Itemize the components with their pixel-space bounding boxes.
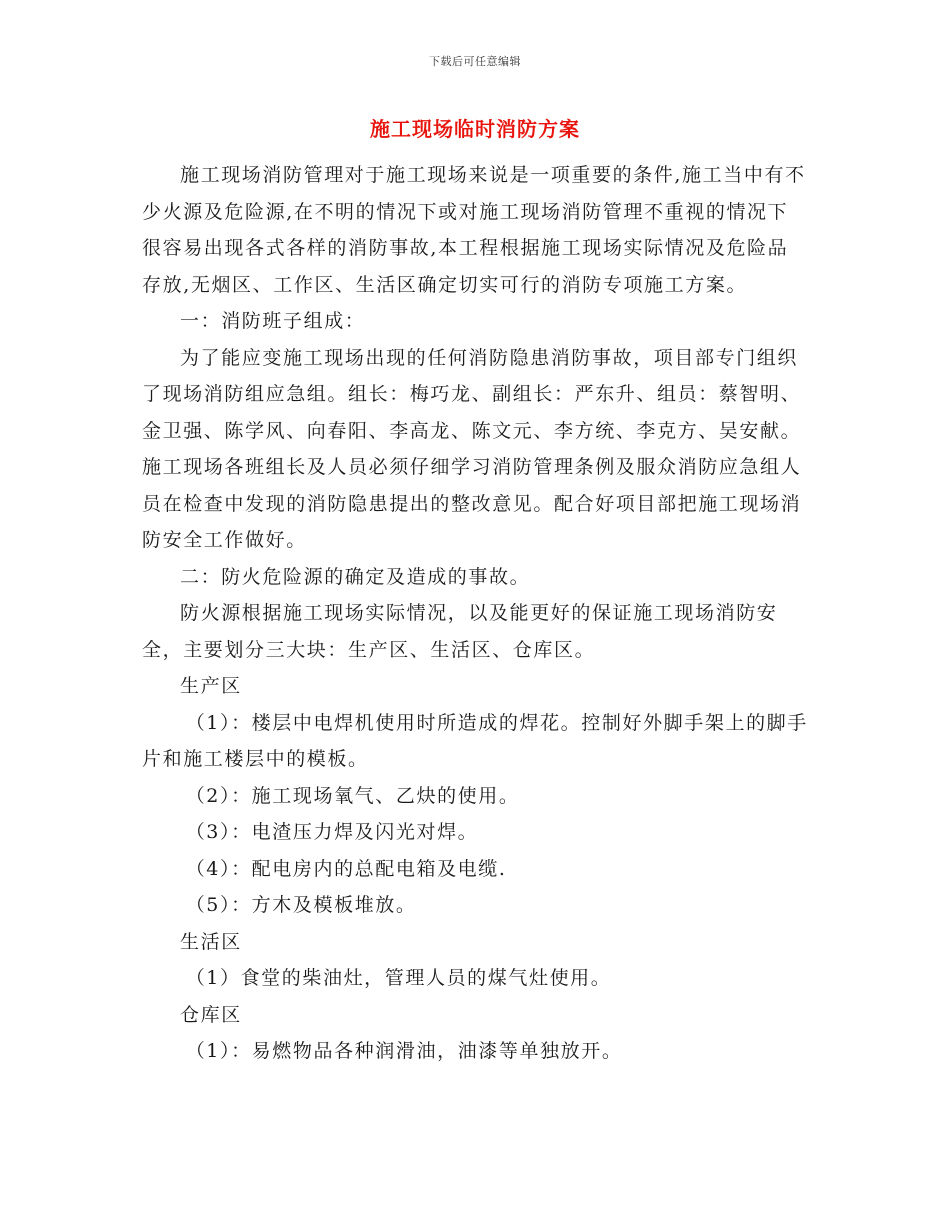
subheading-production-area: 生产区 [180,675,242,697]
warehouse-item-1: （1）：易燃物品各种润滑油，油漆等单独放开。 [185,1040,623,1062]
section-heading-2: 二：防火危险源的确定及造成的事故。 [180,565,531,588]
intro-paragraph: 施工现场消防管理对于施工现场来说是一项重要的条件,施工当中有不少火源及危险源,在不明的情况下或对施工现场消防管理不重视的情况下很容易出现各式各样的消防事故,本工程根据施工现场实际情况及危险品存放,无烟区、工作区、生活区确定切实可行的消防专项施工方案。 [142,164,806,296]
header-note: 下载后可任意编辑 [429,55,521,68]
production-item-5: （5）：方木及模板堆放。 [185,894,417,916]
team-paragraph: 为了能应变施工现场出现的任何消防隐患消防事故，项目部专门组织了现场消防组应急组。组长：梅巧龙、副组长：严东升、组员：蔡智明、金卫强、陈学风、向春阳、李高龙、陈文元、李方统、李克方、吴安献。施工现场各班组长及人员必须仔细学习消防管理条例及服众消防应急组人员在检查中发现的消防隐患提出的整改意见。配合好项目部把施工现场消防安全工作做好。 [142,346,802,551]
production-item-1: （1）：楼层中电焊机使用时所造成的焊花。控制好外脚手架上的脚手片和施工楼层中的模板。 [142,711,808,770]
production-item-2: （2）：施工现场氧气、乙炔的使用。 [185,784,520,807]
living-item-1: （1）食堂的柴油灶，管理人员的煤气灶使用。 [185,967,612,989]
production-item-3: （3）：电渣压力焊及闪光对焊。 [185,821,479,843]
document-title: 施工现场临时消防方案 [370,117,580,141]
section-heading-1: 一：消防班子组成： [180,310,366,332]
hazard-paragraph: 防火源根据施工现场实际情况，以及能更好的保证施工现场消防安全，主要划分三大块：生产区、生活区、仓库区。 [142,602,778,661]
subheading-living-area: 生活区 [180,930,242,953]
document-body [142,157,808,1070]
production-item-4: （4）：配电房内的总配电箱及电缆. [185,857,507,880]
subheading-warehouse-area: 仓库区 [180,1003,242,1026]
